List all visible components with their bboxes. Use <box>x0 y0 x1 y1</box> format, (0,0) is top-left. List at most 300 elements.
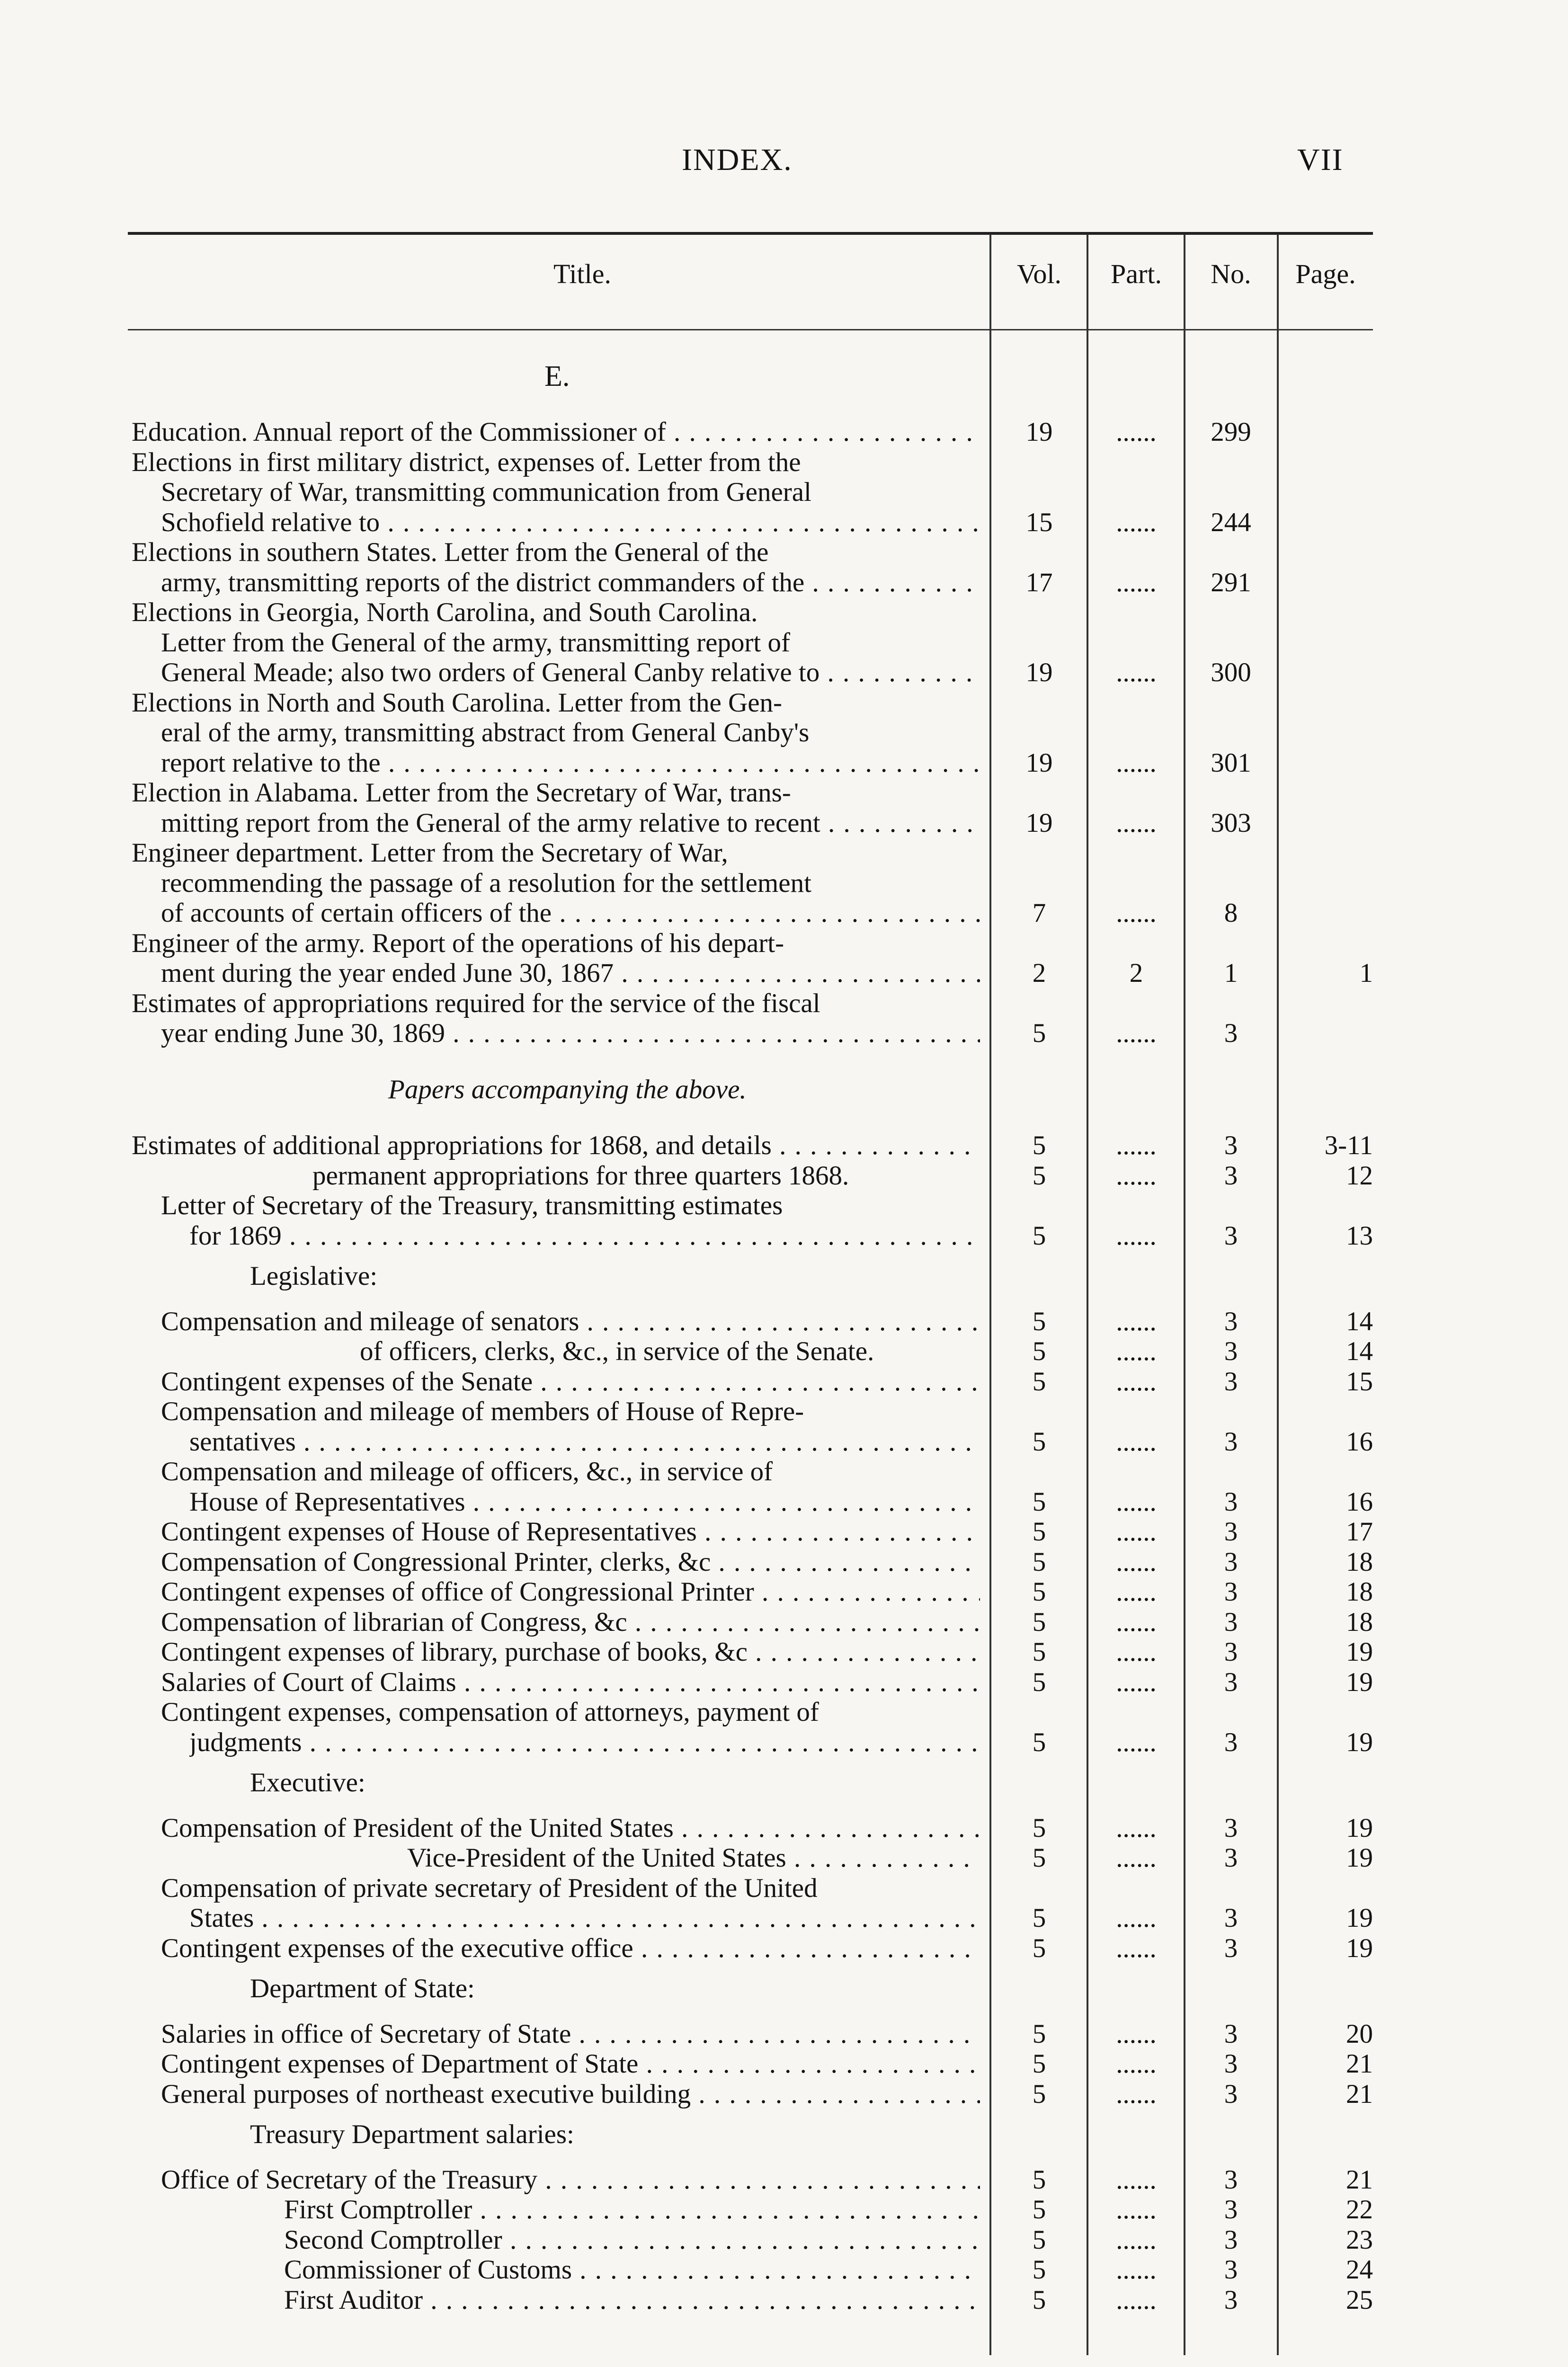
leader-dots <box>633 1933 980 1963</box>
group-row-line <box>0 1903 1568 1934</box>
entry-title-text: of officers, clerks, &c., in service of the Senate. <box>360 1336 874 1366</box>
cell-part: ...... <box>1116 1336 1157 1366</box>
cell-no: 3 <box>1224 1426 1238 1457</box>
cell-vol: 5 <box>1032 1577 1046 1607</box>
leader-dots <box>380 507 980 537</box>
entry-title-text: Contingent expenses of the executive office <box>161 1933 633 1963</box>
cell-no: 3 <box>1224 1577 1238 1607</box>
entry-title-text: Contingent expenses of the Senate <box>161 1366 533 1397</box>
entry-title <box>161 1547 980 1578</box>
entry-title <box>132 988 980 1019</box>
leader-dots <box>537 2165 980 2195</box>
cell-no: 3 <box>1224 1220 1238 1251</box>
group-row-line <box>0 2285 1568 2316</box>
group-row-line <box>0 1727 1568 1758</box>
entry-title <box>161 747 980 779</box>
cell-page: 19 <box>1346 1843 1373 1873</box>
entry-title-text: Elections in Georgia, North Carolina, and South Carolina. <box>132 597 758 627</box>
table-top-rule <box>128 232 1373 235</box>
group-row-line <box>0 2254 1568 2286</box>
entry-title-text: eral of the army, transmitting abstract from General Canby's <box>161 718 810 747</box>
cell-vol: 5 <box>1032 1547 1046 1577</box>
entry-title-text: Education. Annual report of the Commissioner of <box>132 417 666 447</box>
entry-title-text: Letter of Secretary of the Treasury, transmitting estimates <box>161 1191 783 1220</box>
cell-no: 300 <box>1211 658 1251 687</box>
index-entry-line <box>0 537 1568 568</box>
group-row-line <box>0 1486 1568 1518</box>
entry-title <box>132 447 980 478</box>
entry-title-text: Election in Alabama. Letter from the Secretary of War, trans- <box>132 778 791 808</box>
entry-title-text: States <box>189 1903 254 1933</box>
cell-part: ...... <box>1116 1933 1157 1963</box>
cell-part: ...... <box>1116 898 1157 928</box>
cell-page: 19 <box>1346 1667 1373 1697</box>
cell-vol: 5 <box>1032 2019 1046 2049</box>
cell-part: ...... <box>1116 658 1157 687</box>
entry-title-text: First Auditor <box>284 2285 423 2315</box>
entry-title <box>189 1727 980 1758</box>
cell-page: 3-11 <box>1324 1130 1373 1160</box>
cell-vol: 5 <box>1032 1517 1046 1547</box>
leader-dots <box>254 1903 980 1933</box>
paper-line <box>0 1130 1568 1161</box>
cell-no: 3 <box>1224 2019 1238 2049</box>
cell-page: 24 <box>1346 2255 1373 2285</box>
entry-title <box>161 2048 980 2080</box>
cell-page: 21 <box>1346 2079 1373 2109</box>
leader-dots <box>423 2285 980 2315</box>
leader-dots <box>691 2079 980 2109</box>
entry-title-text: Elections in North and South Carolina. Letter from the Gen- <box>132 687 782 718</box>
group-row-line <box>0 1306 1568 1337</box>
cell-vol: 19 <box>1025 808 1053 838</box>
entry-title <box>161 808 980 839</box>
cell-part: ...... <box>1116 2019 1157 2049</box>
entry-title-text: for 1869 <box>189 1220 282 1251</box>
entry-title <box>161 1813 980 1844</box>
entry-title <box>161 717 980 748</box>
cell-page: 14 <box>1346 1306 1373 1336</box>
entry-title-text: permanent appropriations for three quarters 1868. <box>312 1160 849 1191</box>
cell-part: ...... <box>1116 567 1157 597</box>
cell-part: ...... <box>1116 1903 1157 1933</box>
entry-title <box>161 1456 980 1487</box>
leader-dots <box>282 1221 980 1251</box>
entry-title-text: of accounts of certain officers of the <box>161 898 552 928</box>
cell-page: 22 <box>1346 2195 1373 2225</box>
entry-title <box>161 1873 980 1904</box>
group-row-line <box>0 1336 1568 1367</box>
entry-title <box>161 898 980 929</box>
entry-title <box>161 1396 980 1427</box>
group-row-line <box>0 2225 1568 2256</box>
entry-title <box>161 1607 980 1638</box>
entry-title-text: Estimates of appropriations required for the service of the fiscal <box>132 988 820 1018</box>
cell-no: 3 <box>1224 1018 1238 1048</box>
cell-no: 3 <box>1224 1517 1238 1547</box>
index-entry-line <box>0 898 1568 929</box>
entry-title-text: mitting report from the General of the army relative to recent <box>161 808 820 838</box>
cell-vol: 5 <box>1032 1486 1046 1517</box>
entry-title-text: army, transmitting reports of the district commanders of the <box>161 567 805 597</box>
index-entry-line <box>0 687 1568 719</box>
entry-title <box>161 1933 980 1964</box>
leader-dots <box>754 1577 980 1607</box>
cell-vol: 5 <box>1032 1130 1046 1160</box>
entry-title-text: year ending June 30, 1869 <box>161 1018 445 1048</box>
leader-dots <box>502 2225 980 2255</box>
entry-title <box>312 1160 980 1192</box>
cell-part: ...... <box>1116 417 1157 447</box>
entry-title-text: First Comptroller <box>284 2195 472 2225</box>
leader-dots <box>552 898 980 928</box>
cell-vol: 5 <box>1032 1933 1046 1963</box>
cell-no: 3 <box>1224 1160 1238 1191</box>
cell-no: 3 <box>1224 1366 1238 1397</box>
column-header-no: No. <box>1211 258 1251 289</box>
cell-vol: 5 <box>1032 1018 1046 1048</box>
cell-page: 16 <box>1346 1486 1373 1517</box>
cell-part: 2 <box>1129 958 1143 988</box>
entry-title-text: Contingent expenses, compensation of attorneys, payment of <box>161 1697 819 1727</box>
entry-title <box>161 567 980 598</box>
index-entry-line <box>0 1018 1568 1049</box>
entry-title-text: General Meade; also two orders of General Canby relative to <box>161 658 820 687</box>
cell-no: 3 <box>1224 1637 1238 1667</box>
cell-part: ...... <box>1116 1547 1157 1577</box>
entry-title <box>189 1426 980 1458</box>
cell-no: 3 <box>1224 1547 1238 1577</box>
index-entry-line <box>0 777 1568 809</box>
cell-part: ...... <box>1116 1366 1157 1397</box>
entry-title-text: Elections in first military district, expenses of. Letter from the <box>132 447 801 477</box>
cell-no: 3 <box>1224 2195 1238 2225</box>
group-row-line <box>0 1873 1568 1904</box>
cell-vol: 5 <box>1032 2079 1046 2109</box>
group-row-line <box>0 1842 1568 1874</box>
cell-page: 16 <box>1346 1426 1373 1457</box>
entry-title <box>161 1576 980 1608</box>
cell-part: ...... <box>1116 1843 1157 1873</box>
entry-title <box>161 1366 980 1397</box>
entry-title <box>161 958 980 989</box>
index-entry-line <box>0 597 1568 628</box>
entry-title-text: Salaries in office of Secretary of State <box>161 2019 571 2049</box>
cell-no: 244 <box>1211 507 1251 537</box>
entry-title-text: House of Representatives <box>189 1486 465 1517</box>
leader-dots <box>748 1637 980 1667</box>
entry-title-text: Compensation of private secretary of President of the United <box>161 1873 818 1903</box>
group-row-line <box>0 1516 1568 1548</box>
cell-no: 291 <box>1211 567 1251 597</box>
cell-no: 3 <box>1224 1813 1238 1843</box>
cell-part: ...... <box>1116 1220 1157 1251</box>
cell-part: ...... <box>1116 1160 1157 1191</box>
group-row-line <box>0 1366 1568 1397</box>
group-row-line <box>0 1933 1568 1964</box>
cell-vol: 5 <box>1032 2195 1046 2225</box>
group-row-line <box>0 1697 1568 1728</box>
cell-page: 14 <box>1346 1336 1373 1366</box>
entry-title <box>132 417 980 448</box>
cell-vol: 7 <box>1032 898 1046 928</box>
cell-no: 1 <box>1224 958 1238 988</box>
entry-title <box>161 1516 980 1548</box>
cell-part: ...... <box>1116 1517 1157 1547</box>
running-title: INDEX. <box>682 142 793 177</box>
cell-part: ...... <box>1116 1486 1157 1517</box>
group-row-line <box>0 2019 1568 2050</box>
cell-part: ...... <box>1116 1018 1157 1048</box>
cell-vol: 5 <box>1032 1607 1046 1637</box>
group-row-line <box>0 1456 1568 1487</box>
cell-page: 19 <box>1346 1813 1373 1843</box>
leader-dots <box>772 1130 980 1160</box>
entry-title-text: Contingent expenses of library, purchase of books, &c <box>161 1637 748 1667</box>
cell-vol: 5 <box>1032 2049 1046 2079</box>
leader-dots <box>445 1018 980 1048</box>
entry-title-text: Contingent expenses of House of Representatives <box>161 1517 697 1547</box>
entry-title-text: report relative to the <box>161 747 381 778</box>
cell-part: ...... <box>1116 1727 1157 1757</box>
leader-dots <box>302 1727 980 1757</box>
cell-part: ...... <box>1116 2285 1157 2315</box>
cell-page: 18 <box>1346 1577 1373 1607</box>
group-row-line <box>0 1813 1568 1844</box>
cell-vol: 5 <box>1032 2285 1046 2315</box>
paper-line <box>0 1190 1568 1221</box>
table-header-rule <box>128 329 1373 330</box>
index-entry-line <box>0 868 1568 899</box>
column-header-vol: Vol. <box>1016 258 1062 289</box>
entry-title <box>132 1130 980 1161</box>
cell-no: 3 <box>1224 2079 1238 2109</box>
group-row-line <box>0 1667 1568 1698</box>
cell-no: 3 <box>1224 2164 1238 2195</box>
group-heading: Department of State: <box>250 1974 475 2003</box>
entry-title <box>189 1903 980 1934</box>
cell-page: 25 <box>1346 2285 1373 2315</box>
cell-vol: 5 <box>1032 1727 1046 1757</box>
entry-title-text: Engineer department. Letter from the Secretary of War, <box>132 838 728 868</box>
cell-vol: 5 <box>1032 1903 1046 1933</box>
entry-title <box>284 2285 980 2316</box>
cell-no: 3 <box>1224 1667 1238 1697</box>
entry-title-text: General purposes of northeast executive building <box>161 2079 691 2109</box>
cell-part: ...... <box>1116 2079 1157 2109</box>
cell-vol: 5 <box>1032 1160 1046 1191</box>
group-heading: Legislative: <box>250 1261 378 1291</box>
entry-title <box>132 928 980 959</box>
cell-page: 21 <box>1346 2049 1373 2079</box>
entry-title <box>284 2254 980 2286</box>
cell-part: ...... <box>1116 2164 1157 2195</box>
entry-title-text: Schofield relative to <box>161 507 380 537</box>
leader-dots <box>579 1307 980 1336</box>
cell-no: 3 <box>1224 1336 1238 1366</box>
entry-title <box>189 1220 980 1252</box>
column-header-part: Part. <box>1111 258 1162 289</box>
group-row-line <box>0 1576 1568 1608</box>
cell-no: 3 <box>1224 1130 1238 1160</box>
cell-vol: 5 <box>1032 2164 1046 2195</box>
leader-dots <box>627 1607 980 1637</box>
cell-page: 18 <box>1346 1607 1373 1637</box>
cell-no: 299 <box>1211 417 1251 447</box>
cell-no: 3 <box>1224 1486 1238 1517</box>
cell-part: ...... <box>1116 747 1157 778</box>
cell-no: 3 <box>1224 2225 1238 2255</box>
index-entry-line <box>0 747 1568 779</box>
leader-dots <box>674 1813 980 1843</box>
entry-title-text: Contingent expenses of Department of State <box>161 2049 639 2079</box>
entry-title-text: Secretary of War, transmitting communication from General <box>161 477 811 507</box>
cell-part: ...... <box>1116 1577 1157 1607</box>
leader-dots <box>381 748 980 778</box>
cell-part: ...... <box>1116 2195 1157 2225</box>
cell-no: 3 <box>1224 2049 1238 2079</box>
index-entry-line <box>0 717 1568 748</box>
page-header <box>0 142 1568 199</box>
entry-title <box>161 2079 980 2110</box>
entry-title <box>132 537 980 568</box>
entry-title-text: Office of Secretary of the Treasury <box>161 2164 538 2195</box>
cell-no: 303 <box>1211 808 1251 838</box>
entry-title <box>132 777 980 809</box>
entry-title <box>161 507 980 538</box>
leader-dots <box>666 417 980 447</box>
entry-title-text: judgments <box>189 1727 302 1757</box>
entry-title <box>161 627 980 658</box>
cell-page: 1 <box>1359 958 1373 988</box>
cell-page: 17 <box>1346 1517 1373 1547</box>
cell-vol: 5 <box>1032 1336 1046 1366</box>
cell-part: ...... <box>1116 2225 1157 2255</box>
entry-title <box>132 837 980 869</box>
group-row-line <box>0 1547 1568 1578</box>
leader-dots <box>638 2049 980 2079</box>
leader-dots <box>786 1843 980 1873</box>
index-entry-line <box>0 928 1568 959</box>
cell-no: 301 <box>1211 747 1251 778</box>
index-entry-line <box>0 808 1568 839</box>
cell-page: 21 <box>1346 2164 1373 2195</box>
entry-title <box>407 1842 980 1874</box>
papers-heading: Papers accompanying the above. <box>388 1074 747 1104</box>
cell-page: 18 <box>1346 1547 1373 1577</box>
entry-title-text: Contingent expenses of office of Congressional Printer <box>161 1577 754 1607</box>
index-entry-line <box>0 988 1568 1019</box>
cell-page: 13 <box>1346 1220 1373 1251</box>
cell-no: 3 <box>1224 2285 1238 2315</box>
cell-no: 3 <box>1224 1933 1238 1963</box>
cell-part: ...... <box>1116 808 1157 838</box>
leader-dots <box>472 2195 980 2225</box>
leader-dots <box>456 1667 980 1697</box>
cell-part: ...... <box>1116 1426 1157 1457</box>
group-row-line <box>0 1426 1568 1458</box>
group-row-line <box>0 2194 1568 2225</box>
paper-line <box>0 1160 1568 1192</box>
group-row-line <box>0 2164 1568 2196</box>
entry-title-text: Salaries of Court of Claims <box>161 1667 456 1697</box>
group-row-line <box>0 1396 1568 1427</box>
entry-title <box>360 1336 980 1367</box>
leader-dots <box>533 1367 980 1397</box>
cell-no: 3 <box>1224 1727 1238 1757</box>
cell-vol: 19 <box>1025 417 1053 447</box>
leader-dots <box>697 1517 980 1547</box>
cell-part: ...... <box>1116 1130 1157 1160</box>
group-row-line <box>0 1607 1568 1638</box>
cell-vol: 5 <box>1032 1843 1046 1873</box>
leader-dots <box>711 1547 980 1577</box>
column-header-page: Page. <box>1295 258 1356 289</box>
cell-vol: 2 <box>1032 958 1046 988</box>
leader-dots <box>572 2255 980 2285</box>
leader-dots <box>820 658 980 687</box>
leader-dots <box>296 1427 980 1457</box>
column-header-title: Title. <box>553 258 611 289</box>
entry-title-text: Second Comptroller <box>284 2225 502 2255</box>
entry-title-text: ment during the year ended June 30, 1867 <box>161 958 614 988</box>
cell-vol: 5 <box>1032 1813 1046 1843</box>
cell-no: 3 <box>1224 1903 1238 1933</box>
leader-dots <box>804 568 980 597</box>
entry-title <box>161 1697 980 1728</box>
entry-title <box>161 1190 980 1221</box>
entry-title-text: Compensation and mileage of senators <box>161 1306 579 1336</box>
entry-title-text: Elections in southern States. Letter from the General of the <box>132 537 769 567</box>
page-number: VII <box>1297 142 1344 177</box>
cell-vol: 5 <box>1032 1426 1046 1457</box>
group-heading: Executive: <box>250 1768 365 1797</box>
cell-vol: 5 <box>1032 1667 1046 1697</box>
entry-title <box>161 657 980 688</box>
entry-title-text: Compensation and mileage of members of House of Repre- <box>161 1397 804 1426</box>
index-entry-line <box>0 477 1568 508</box>
entry-title <box>161 1018 980 1049</box>
cell-vol: 17 <box>1025 567 1053 597</box>
cell-vol: 5 <box>1032 2225 1046 2255</box>
cell-page: 19 <box>1346 1903 1373 1933</box>
cell-page: 23 <box>1346 2225 1373 2255</box>
cell-page: 19 <box>1346 1727 1373 1757</box>
cell-part: ...... <box>1116 507 1157 537</box>
paper-line <box>0 1220 1568 1252</box>
cell-vol: 15 <box>1025 507 1053 537</box>
cell-part: ...... <box>1116 1607 1157 1637</box>
entry-title-text: Compensation and mileage of officers, &c., in service of <box>161 1457 773 1486</box>
cell-page: 20 <box>1346 2019 1373 2049</box>
cell-no: 3 <box>1224 1306 1238 1336</box>
entry-title <box>161 2164 980 2196</box>
group-row-line <box>0 2048 1568 2080</box>
entry-title <box>132 687 980 719</box>
entry-title-text: Letter from the General of the army, transmitting report of <box>161 627 790 658</box>
cell-part: ...... <box>1116 1813 1157 1843</box>
entry-title-text: Estimates of additional appropriations for 1868, and details <box>132 1130 772 1160</box>
entry-title <box>284 2194 980 2225</box>
entry-title-text: Commissioner of Customs <box>284 2255 572 2285</box>
cell-page: 15 <box>1346 1366 1373 1397</box>
index-entry-line <box>0 627 1568 658</box>
entry-title <box>132 597 980 628</box>
leader-dots <box>571 2019 980 2049</box>
entry-title <box>161 2019 980 2050</box>
leader-dots <box>465 1487 980 1517</box>
entry-title <box>161 477 980 508</box>
